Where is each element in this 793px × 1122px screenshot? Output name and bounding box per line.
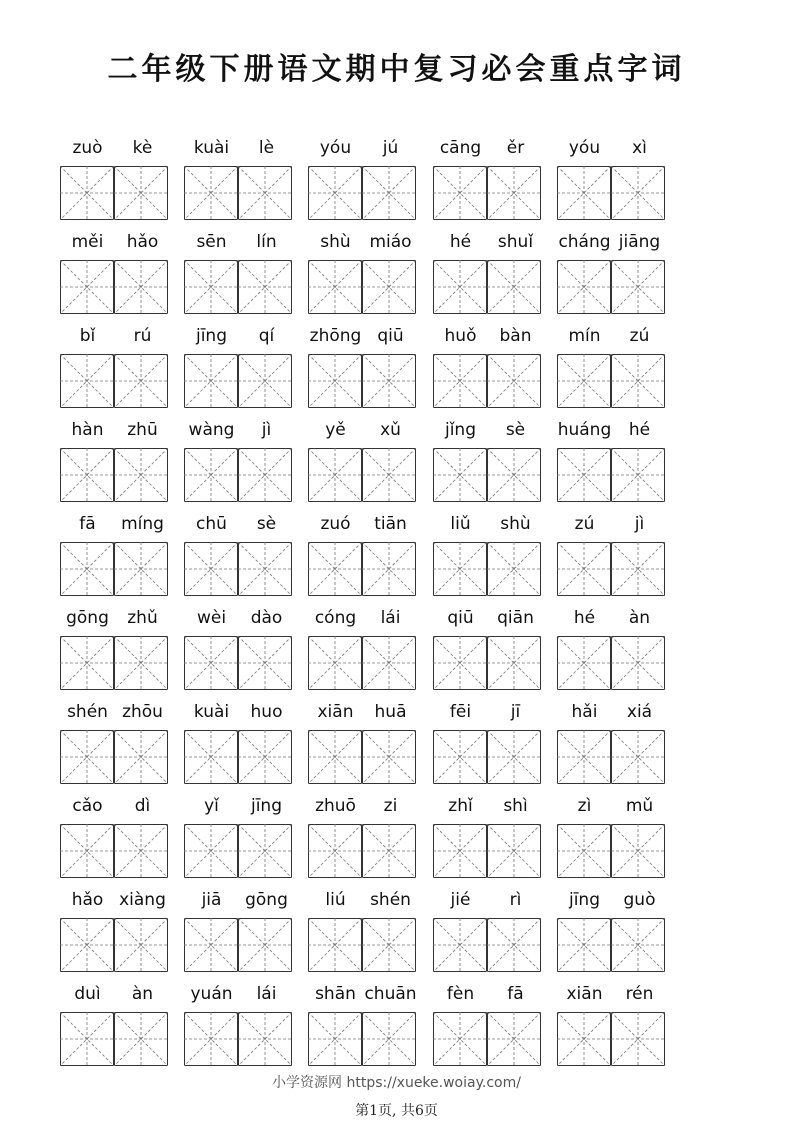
writing-boxes [557, 824, 665, 878]
tianzige-box [184, 354, 238, 408]
tianzige-box [611, 1012, 665, 1066]
pinyin-label: àn [628, 608, 651, 628]
tianzige-box [433, 542, 487, 596]
pinyin-label: jīng [250, 796, 282, 816]
pinyin-label: sēn [196, 232, 227, 252]
tianzige-box [557, 1012, 611, 1066]
tianzige-box [60, 260, 114, 314]
tianzige-box [184, 730, 238, 784]
tianzige-box [60, 542, 114, 596]
tianzige-box [114, 1012, 168, 1066]
tianzige-box [487, 260, 541, 314]
pinyin-label: shuǐ [497, 232, 534, 252]
pinyin-label: zhǔ [127, 608, 158, 628]
pinyin-label: jì [261, 420, 272, 440]
tianzige-box [611, 542, 665, 596]
pinyin-label: xiá [626, 702, 653, 722]
pinyin-label: yǐ [204, 796, 219, 816]
pinyin-label: sè [256, 514, 277, 534]
writing-boxes [184, 354, 292, 408]
tianzige-box [184, 1012, 238, 1066]
writing-boxes [308, 542, 416, 596]
tianzige-box [238, 824, 292, 878]
pinyin-label: fēi [449, 702, 472, 722]
pinyin-label: tiān [374, 514, 407, 534]
pinyin-label: míng [121, 514, 164, 534]
writing-boxes [433, 260, 541, 314]
pinyin-label: zhū [127, 420, 158, 440]
pinyin-label: jiāng [618, 232, 661, 252]
pinyin-label: dào [250, 608, 283, 628]
tianzige-box [487, 542, 541, 596]
pinyin-label: mǔ [625, 796, 654, 816]
pinyin-label: zú [574, 514, 595, 534]
pinyin-label: cāng [439, 138, 482, 158]
tianzige-box [557, 166, 611, 220]
pinyin-label: jīng [568, 890, 600, 910]
pinyin-label: jīng [195, 326, 227, 346]
tianzige-box [114, 636, 168, 690]
writing-boxes [557, 918, 665, 972]
pinyin-label: kè [132, 138, 153, 158]
tianzige-box [557, 918, 611, 972]
pinyin-label: liǔ [450, 514, 471, 534]
writing-boxes [184, 260, 292, 314]
tianzige-box [362, 354, 416, 408]
pinyin-label: hǎi [571, 702, 598, 722]
pinyin-label: bǐ [79, 326, 96, 346]
tianzige-box [184, 166, 238, 220]
pinyin-label: yě [325, 420, 346, 440]
writing-boxes [308, 1012, 416, 1066]
pinyin-label: mín [568, 326, 601, 346]
pinyin-label: zhōu [122, 702, 163, 722]
tianzige-box [362, 260, 416, 314]
writing-boxes [433, 354, 541, 408]
writing-boxes [60, 448, 168, 502]
word-row [60, 984, 680, 1078]
tianzige-box [60, 918, 114, 972]
writing-boxes [557, 1012, 665, 1066]
pinyin-label: zuó [320, 514, 351, 534]
tianzige-box [611, 166, 665, 220]
pinyin-label: duì [74, 984, 101, 1004]
tianzige-box [557, 730, 611, 784]
tianzige-box [308, 1012, 362, 1066]
tianzige-box [362, 636, 416, 690]
word-row [60, 702, 680, 796]
pinyin-label: hé [449, 232, 472, 252]
page-title: 二年级下册语文期中复习必会重点字词 [107, 52, 686, 87]
pinyin-label: zhōng [309, 326, 362, 346]
footer-page-number: 第1页, 共6页 [355, 1103, 438, 1119]
tianzige-box [184, 260, 238, 314]
tianzige-box [238, 1012, 292, 1066]
pinyin-label: hé [573, 608, 596, 628]
writing-boxes [60, 1012, 168, 1066]
tianzige-box [114, 448, 168, 502]
tianzige-box [114, 918, 168, 972]
pinyin-label: lín [256, 232, 277, 252]
tianzige-box [114, 542, 168, 596]
pinyin-label: cǎo [72, 796, 103, 816]
pinyin-label: gōng [66, 608, 109, 628]
writing-boxes [433, 730, 541, 784]
writing-boxes [184, 636, 292, 690]
tianzige-box [362, 824, 416, 878]
tianzige-box [487, 918, 541, 972]
tianzige-box [308, 166, 362, 220]
writing-boxes [433, 448, 541, 502]
pinyin-label: xiàng [119, 890, 166, 910]
pinyin-label: měi [71, 232, 104, 252]
pinyin-label: zuò [72, 138, 103, 158]
pinyin-label: zì [577, 796, 592, 816]
pinyin-label: jì [634, 514, 645, 534]
tianzige-box [60, 824, 114, 878]
pinyin-label: lái [380, 608, 401, 628]
writing-boxes [557, 166, 665, 220]
tianzige-box [184, 636, 238, 690]
tianzige-box [611, 636, 665, 690]
pinyin-label: qiū [377, 326, 404, 346]
pinyin-label: jiā [201, 890, 222, 910]
word-row [60, 232, 680, 326]
writing-boxes [557, 448, 665, 502]
tianzige-box [557, 260, 611, 314]
tianzige-box [487, 730, 541, 784]
pinyin-label: huǒ [444, 326, 477, 346]
tianzige-box [362, 448, 416, 502]
pinyin-label: ěr [506, 138, 525, 158]
tianzige-box [238, 636, 292, 690]
tianzige-box [433, 1012, 487, 1066]
tianzige-box [60, 354, 114, 408]
tianzige-box [362, 730, 416, 784]
pinyin-label: xǔ [380, 420, 401, 440]
pinyin-label: fā [79, 514, 96, 534]
tianzige-box [60, 730, 114, 784]
word-row [60, 796, 680, 890]
tianzige-box [238, 918, 292, 972]
writing-boxes [184, 448, 292, 502]
tianzige-box [60, 448, 114, 502]
writing-boxes [60, 542, 168, 596]
tianzige-box [433, 448, 487, 502]
writing-boxes [433, 1012, 541, 1066]
writing-boxes [433, 918, 541, 972]
tianzige-box [611, 260, 665, 314]
writing-boxes [60, 730, 168, 784]
writing-boxes [308, 448, 416, 502]
tianzige-box [362, 542, 416, 596]
pinyin-label: yuán [190, 984, 233, 1004]
pinyin-label: fèn [446, 984, 475, 1004]
pinyin-label: huáng [557, 420, 612, 440]
writing-boxes [433, 166, 541, 220]
tianzige-box [308, 354, 362, 408]
writing-boxes [184, 1012, 292, 1066]
pinyin-label: zi [383, 796, 398, 816]
pinyin-label: shén [67, 702, 108, 722]
pinyin-label: qiān [497, 608, 534, 628]
tianzige-box [308, 542, 362, 596]
pinyin-label: xiān [566, 984, 603, 1004]
tianzige-box [238, 730, 292, 784]
tianzige-box [238, 354, 292, 408]
pinyin-label: guò [623, 890, 656, 910]
tianzige-box [362, 166, 416, 220]
writing-boxes [433, 542, 541, 596]
writing-boxes [184, 166, 292, 220]
tianzige-box [362, 1012, 416, 1066]
tianzige-box [308, 824, 362, 878]
pinyin-label: gōng [245, 890, 288, 910]
pinyin-label: cóng [314, 608, 357, 628]
tianzige-box [487, 448, 541, 502]
pinyin-label: huo [250, 702, 283, 722]
tianzige-box [184, 542, 238, 596]
tianzige-box [557, 542, 611, 596]
pinyin-label: chuān [364, 984, 417, 1004]
pinyin-label: bàn [499, 326, 532, 346]
writing-boxes [557, 730, 665, 784]
tianzige-box [433, 166, 487, 220]
vocabulary-grid [60, 138, 680, 1078]
writing-boxes [60, 824, 168, 878]
tianzige-box [308, 448, 362, 502]
writing-boxes [308, 730, 416, 784]
pinyin-label: wèi [196, 608, 227, 628]
writing-boxes [433, 636, 541, 690]
tianzige-box [184, 824, 238, 878]
tianzige-box [487, 1012, 541, 1066]
tianzige-box [611, 354, 665, 408]
tianzige-box [60, 1012, 114, 1066]
pinyin-label: yóu [568, 138, 601, 158]
pinyin-label: jǐng [444, 420, 476, 440]
tianzige-box [114, 166, 168, 220]
writing-boxes [60, 354, 168, 408]
pinyin-label: wàng [188, 420, 235, 440]
writing-boxes [60, 260, 168, 314]
tianzige-box [114, 730, 168, 784]
tianzige-box [433, 918, 487, 972]
tianzige-box [114, 260, 168, 314]
tianzige-box [308, 260, 362, 314]
tianzige-box [433, 824, 487, 878]
pinyin-label: zhuō [315, 796, 356, 816]
pinyin-label: xì [632, 138, 647, 158]
pinyin-label: hàn [71, 420, 104, 440]
tianzige-box [487, 354, 541, 408]
pinyin-label: rén [625, 984, 654, 1004]
writing-boxes [308, 354, 416, 408]
tianzige-box [184, 448, 238, 502]
pinyin-label: shān [315, 984, 356, 1004]
writing-boxes [184, 824, 292, 878]
pinyin-label: jú [382, 138, 399, 158]
pinyin-label: hé [628, 420, 651, 440]
pinyin-label: rú [133, 326, 152, 346]
tianzige-box [557, 448, 611, 502]
tianzige-box [611, 730, 665, 784]
footer-site-link[interactable]: 小学资源网 https://xueke.woiay.com/ [272, 1075, 521, 1091]
pinyin-label: hǎo [71, 890, 104, 910]
word-row [60, 138, 680, 232]
pinyin-label: shù [500, 514, 531, 534]
pinyin-label: àn [131, 984, 154, 1004]
writing-boxes [308, 824, 416, 878]
tianzige-box [238, 260, 292, 314]
pinyin-label: yóu [319, 138, 352, 158]
pinyin-label: rì [509, 890, 522, 910]
tianzige-box [238, 542, 292, 596]
writing-boxes [184, 918, 292, 972]
writing-boxes [308, 166, 416, 220]
pinyin-label: lái [256, 984, 277, 1004]
word-row [60, 514, 680, 608]
pinyin-label: jié [450, 890, 471, 910]
writing-boxes [433, 824, 541, 878]
pinyin-label: huā [374, 702, 407, 722]
tianzige-box [114, 354, 168, 408]
word-row [60, 326, 680, 420]
tianzige-box [238, 166, 292, 220]
pinyin-label: zhǐ [448, 796, 473, 816]
pinyin-label: shì [503, 796, 528, 816]
writing-boxes [557, 636, 665, 690]
tianzige-box [557, 354, 611, 408]
tianzige-box [487, 166, 541, 220]
tianzige-box [238, 448, 292, 502]
tianzige-box [611, 918, 665, 972]
pinyin-label: kuài [193, 138, 230, 158]
tianzige-box [114, 824, 168, 878]
tianzige-box [433, 260, 487, 314]
writing-boxes [308, 918, 416, 972]
writing-boxes [60, 918, 168, 972]
tianzige-box [611, 448, 665, 502]
tianzige-box [308, 636, 362, 690]
writing-boxes [184, 730, 292, 784]
pinyin-label: xiān [317, 702, 354, 722]
pinyin-label: fā [507, 984, 524, 1004]
writing-boxes [184, 542, 292, 596]
pinyin-label: liú [325, 890, 346, 910]
writing-boxes [557, 260, 665, 314]
writing-boxes [308, 260, 416, 314]
writing-boxes [308, 636, 416, 690]
word-row [60, 890, 680, 984]
writing-boxes [60, 166, 168, 220]
tianzige-box [433, 354, 487, 408]
pinyin-label: jī [510, 702, 521, 722]
tianzige-box [433, 730, 487, 784]
tianzige-box [557, 636, 611, 690]
tianzige-box [487, 636, 541, 690]
pinyin-label: qiū [447, 608, 474, 628]
tianzige-box [611, 824, 665, 878]
pinyin-label: shén [370, 890, 411, 910]
tianzige-box [487, 824, 541, 878]
word-row [60, 420, 680, 514]
pinyin-label: cháng [558, 232, 611, 252]
pinyin-label: chū [196, 514, 227, 534]
writing-boxes [557, 542, 665, 596]
tianzige-box [60, 636, 114, 690]
pinyin-label: miáo [369, 232, 412, 252]
writing-boxes [557, 354, 665, 408]
pinyin-label: kuài [193, 702, 230, 722]
tianzige-box [184, 918, 238, 972]
pinyin-label: qí [258, 326, 275, 346]
tianzige-box [60, 166, 114, 220]
pinyin-label: hǎo [126, 232, 159, 252]
pinyin-label: dì [134, 796, 151, 816]
pinyin-label: sè [505, 420, 526, 440]
tianzige-box [433, 636, 487, 690]
pinyin-label: zú [629, 326, 650, 346]
tianzige-box [308, 918, 362, 972]
pinyin-label: lè [258, 138, 275, 158]
word-row [60, 608, 680, 702]
tianzige-box [362, 918, 416, 972]
writing-boxes [60, 636, 168, 690]
pinyin-label: shù [320, 232, 351, 252]
tianzige-box [308, 730, 362, 784]
tianzige-box [557, 824, 611, 878]
